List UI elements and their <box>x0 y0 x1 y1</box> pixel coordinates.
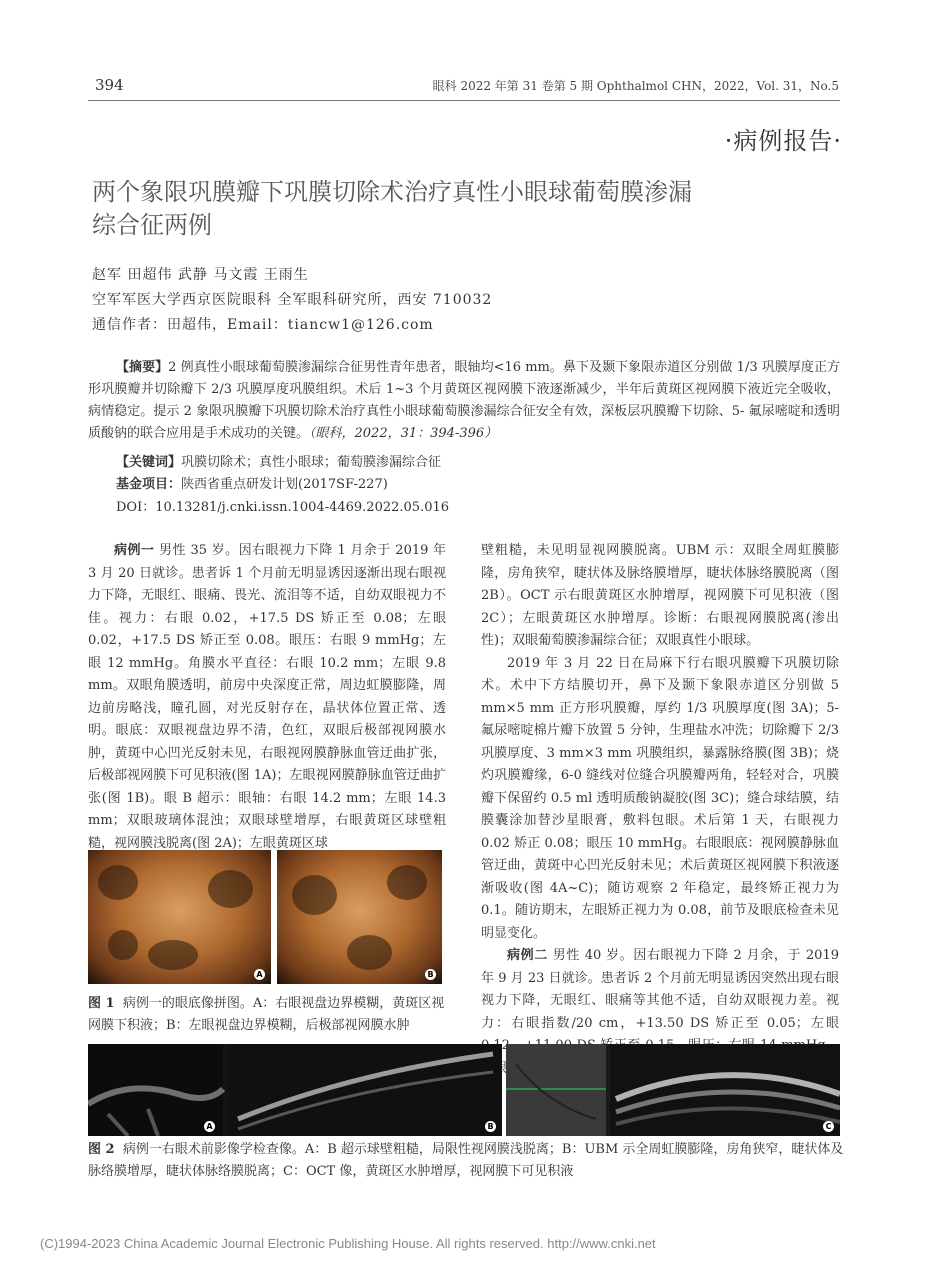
panel-a-badge: A <box>254 969 265 980</box>
case2-paragraph-1: 男性 40 岁。因右眼视力下降 2 月余，于 2019 年 9 月 23 日就诊。患者诉 2 个月前无明显诱因突然出现右眼视力下降，无眼红、眼痛等其他不适，自幼双眼视力差。视力：右眼指数/20 cm，+13.50 DS 矫正至 0.05；左眼 <box>481 948 839 1031</box>
article-title <box>92 176 772 242</box>
figure-2-caption <box>88 1139 844 1183</box>
abstract <box>88 357 840 445</box>
journal-header: 眼科 2022 年第 31 卷第 5 期 Ophthalmol CHN，2022，Vol. 31，No.5 <box>432 79 839 93</box>
fig1-caption-text: 病例一的眼底像拼图。A：右眼视盘边界模糊，黄斑区视网膜下积液；B：左眼视盘边界模糊，后极部视网膜水肿 <box>88 996 445 1033</box>
case1-paragraph-1: 男性 35 岁。因右眼视力下降 1 月余于 2019 年 3 月 20 日就诊。患者诉 1 个月前无明显诱因逐渐出现右眼视力下降，无眼红、眼痛、畏光、流泪等不适，自幼双眼视力不佳。视力：右眼 0.02，+17.5 DS 矫正至 0.08；左眼 0.02，+17.5 DS 矫正至 0.08。眼压：右眼 9 mmHg；左眼 12 mmHg。角膜水平直径：右眼 10.2 mm；左眼 9.8 mm。双眼角膜透明，前房中央深度正常，周边虹膜膨隆，周边前房略浅，瞳孔圆，对光反射存在，晶状体位置正常、透明。眼底：双眼视盘边界不清，色红，双眼后极部视网膜水肿，黄斑中心凹光反射未见，右眼视网膜静脉血管迂曲扩张，后极部视网膜下可见积液(图 1A)；左眼视网膜静脉血管迂曲扩张(图 1B)。眼 B 超示：眼轴：右眼 14.2 mm；左眼 14.3 mm；双眼玻璃体混浊；双眼球壁增厚，右眼黄斑区球壁粗糙，视网膜浅脱离(图 2A)；左眼黄斑区球 <box>88 543 446 851</box>
doi: DOI：10.13281/j.cnki.issn.1004-4469.2022.05.016 <box>116 500 450 515</box>
fig2-caption-text: 病例一右眼术前影像学检查像。A：B 超示球壁粗糙，局限性视网膜浅脱离；B：UBM 示全周虹膜膨隆，房角狭窄，睫状体及脉络膜增厚，睫状体脉络膜脱离；C：OCT 像，黄斑区水肿增厚，视网膜下可见积液 <box>88 1142 844 1179</box>
case2-label: 病例二 <box>507 948 548 963</box>
abstract-citation: （眼科，2022，31：394-396） <box>309 426 498 441</box>
title-line-2: 综合征两例 <box>92 211 212 239</box>
keywords-label: 【关键词】 <box>116 455 182 470</box>
abstract-label: 【摘要】 <box>116 360 169 375</box>
keywords <box>116 451 441 470</box>
figure-2c-oct <box>506 1044 840 1136</box>
keywords-text: 巩膜切除术；真性小眼球；葡萄膜渗漏综合征 <box>181 455 442 470</box>
fig1-label: 图 1 <box>88 996 115 1011</box>
correspondence: 通信作者：田超伟，Email：tiancw1@126.com <box>92 317 434 333</box>
fund <box>116 473 388 492</box>
affiliation: 空军军医大学西京医院眼科 全军眼科研究所，西安 710032 <box>92 292 493 308</box>
panel-b-badge-2: B <box>485 1121 496 1132</box>
column-label: ·病例报告· <box>724 127 842 155</box>
panel-c-badge: C <box>823 1121 834 1132</box>
fund-label: 基金项目： <box>116 477 182 492</box>
case1-paragraph-2: 2019 年 3 月 22 日在局麻下行右眼巩膜瓣下巩膜切除术。术中下方结膜切开，鼻下及颞下象限赤道区分别做 5 mm×5 mm 正方形巩膜瓣，厚约 1/3 巩膜厚度(图 3A)；5- 氟尿嘧啶棉片瓣下放置 5 分钟，生理盐水冲洗；切除瓣下 2/3 巩膜厚度、3 mm×3 mm 巩膜组织，暴露脉络膜(图 3B)；烧灼巩膜瓣缘，6-0 缝线对位缝合巩膜瓣两角，轻轻对合，巩膜瓣下保留约 0.5 ml 透明质酸钠凝胶(图 3C)；缝合球结膜，结膜囊涂加替沙星眼膏，敷料包眼。术后第 1 天，右眼视力 0.02 矫正 0.08；眼压 10 mmHg。右眼眼底：视网膜静脉血管迂曲，黄斑中心凹光反射未见；术后黄斑区视网膜下积液逐渐吸收(图 4A~C)；随访观察 2 年稳定，最终矫正视力为 0.1。随访期末，左眼矫正视力为 0.08，前节及眼底检查未见明显变化。 <box>481 655 839 941</box>
fig2-label: 图 2 <box>88 1142 115 1157</box>
page-number: 394 <box>95 76 124 94</box>
panel-a-badge-2: A <box>204 1121 215 1132</box>
figure-1b-fundus <box>277 850 442 984</box>
case1-label: 病例一 <box>114 543 155 558</box>
case1-paragraph-1-cont: 壁粗糙，未见明显视网膜脱离。UBM 示：双眼全周虹膜膨隆，房角狭窄，睫状体及脉络膜增厚，睫状体脉络膜脱离（图 2B）。OCT 示右眼黄斑区水肿增厚，视网膜下可见积液（图 2C）；左眼黄斑区水肿增厚。诊断：右眼视网膜脱离(渗出性)；双眼葡萄膜渗漏综合征；双眼真性小眼球。 <box>481 543 839 648</box>
body-column-left <box>88 540 446 855</box>
abstract-text: 2 例真性小眼球葡萄膜渗漏综合征男性青年患者，眼轴均<16 mm。鼻下及颞下象限赤道区分别做 1/3 巩膜厚度正方形巩膜瓣并切除瓣下 2/3 巩膜厚度巩膜组织。术后 1~3 个月黄斑区视网膜下液逐渐减少，半年后黄斑区视网膜下液近完全吸收，病情稳定。提示 2 象限巩膜瓣下巩膜切除术治疗真性小眼球葡萄膜渗漏综合征安全有效，深板层巩膜瓣下切除、5- 氟尿嘧啶和透明质酸钠的联合应用是手术成功的关键。 <box>88 360 840 441</box>
copyright-footer: (C)1994-2023 China Academic Journal Electronic Publishing House. All rights reserved. http://www.cnki.net <box>40 1236 656 1251</box>
figure-2ab-ultrasound <box>88 1044 502 1136</box>
panel-b-badge: B <box>425 969 436 980</box>
authors: 赵军 田超伟 武静 马文霞 王雨生 <box>92 267 309 283</box>
oct-image <box>506 1044 840 1136</box>
header-rule <box>88 100 840 101</box>
ultrasound-image <box>88 1044 502 1136</box>
fund-text: 陕西省重点研发计划(2017SF-227) <box>181 477 388 492</box>
figure-1a-fundus <box>88 850 271 984</box>
body-column-right <box>481 540 839 1080</box>
title-line-1: 两个象限巩膜瓣下巩膜切除术治疗真性小眼球葡萄膜渗漏 <box>92 178 692 206</box>
figure-1-caption <box>88 993 448 1037</box>
